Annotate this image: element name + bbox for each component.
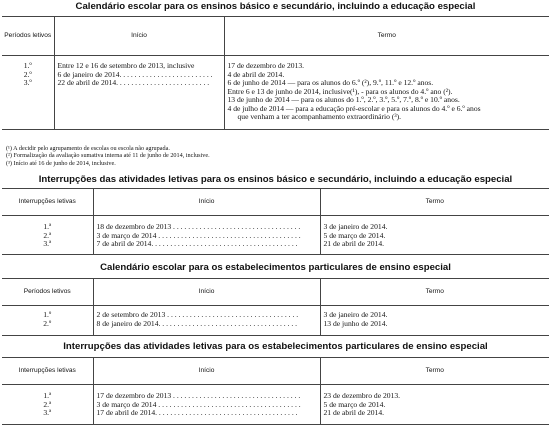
- breaks-table: [2, 188, 549, 255]
- header-breaks: Interrupções letivas: [2, 189, 93, 216]
- private-calendar-table: [2, 278, 549, 336]
- period-cell: 1.º 2.º 3.º: [2, 56, 54, 130]
- footnotes: (¹) A decidir pelo agrupamento de escolas ou escola não agrupada. (²) Formalização da avaliação sumativa interna até 11 de junho de 2014, inclusive. (³) Início até 16 de junho de 2014, inclusive.: [6, 145, 210, 167]
- section1-title: Calendário escolar para os ensinos básico e secundário, incluindo a educação especial: [75, 1, 476, 12]
- period-cell: 1.º 2.º: [2, 306, 93, 336]
- header-breaks: Interrupções letivas: [2, 358, 93, 385]
- end-cell: 3 de janeiro de 2014. 13 de junho de 2014.: [320, 306, 549, 336]
- start-cell: 18 de dezembro de 2013 . . . . . . . . . . . . . . . . . . . . . . . . . . . . . . . . . . 3 de março de 2014 . . . . . . . . . . . . . . . . . . . . . . . . . . . . . . . . . . . . . . 7 de abril de 2014. . . . . . . . . . . . . . . . . . . . . . . . . . . . . . . . . . . . . . .: [93, 216, 320, 255]
- header-end: Termo: [224, 17, 549, 56]
- section2-title: Interrupções das atividades letivas para os ensinos básico e secundário, incluindo a educação especial: [38, 174, 513, 185]
- section3-title: Calendário escolar para os estabelecimentos particulares de ensino especial: [100, 262, 451, 273]
- period-cell: 1.ª 2.ª 3.ª: [2, 216, 93, 255]
- header-end: Termo: [320, 358, 549, 385]
- section4-title: Interrupções das atividades letivas para os estabelecimentos particulares de ensino especial: [63, 341, 488, 352]
- header-start: Início: [54, 17, 224, 56]
- school-calendar-table: [2, 16, 549, 130]
- header-periods: Períodos letivos: [2, 279, 93, 306]
- start-cell: 2 de setembro de 2013 . . . . . . . . . . . . . . . . . . . . . . . . . . . . . . . . . . . 8 de janeiro de 2014. . . . . . . . . . . . . . . . . . . . . . . . . . . . . . . . . . . . .: [93, 306, 320, 336]
- header-start: Início: [93, 189, 320, 216]
- header-end: Termo: [320, 279, 549, 306]
- period-cell: 1.ª 2.ª 3.ª: [2, 385, 93, 425]
- private-breaks-table: [2, 357, 549, 425]
- end-cell: 23 de dezembro de 2013. 5 de março de 2014. 21 de abril de 2014.: [320, 385, 549, 425]
- header-end: Termo: [320, 189, 549, 216]
- header-start: Início: [93, 279, 320, 306]
- header-start: Início: [93, 358, 320, 385]
- end-cell: 17 de dezembro de 2013. 4 de abril de 2014. 6 de junho de 2014 — para os alunos do 6.º (²), 9.º, 11.º e 12.º anos. Entre 6 e 13 de junho de 2014, inclusive(¹), - para os alunos do 4.º ano (²). 13 de junho de 2014 — para os alunos do 1.º, 2.º, 3.º, 5.º, 7.º, 8.º e 10.º anos. 4 de julho de 2014 — para a educação pré-escolar e para os alunos do 4.º e 6.º anos que venham a ter acompanhamento extraordinário (³).: [224, 56, 549, 130]
- start-cell: Entre 12 e 16 de setembro de 2013, inclusive 6 de janeiro de 2014. . . . . . . . . . . . . . . . . . . . . . . . . 22 de abril de 2014. . . . . . . . . . . . . . . . . . . . . . . . .: [54, 56, 224, 130]
- start-cell: 17 de dezembro de 2013 . . . . . . . . . . . . . . . . . . . . . . . . . . . . . . . . . . 3 de março de 2014 . . . . . . . . . . . . . . . . . . . . . . . . . . . . . . . . . . . . . . 17 de abril de 2014. . . . . . . . . . . . . . . . . . . . . . . . . . . . . . . . . . . . . .: [93, 385, 320, 425]
- end-cell: 3 de janeiro de 2014. 5 de março de 2014. 21 de abril de 2014.: [320, 216, 549, 255]
- header-periods: Períodos letivos: [2, 17, 54, 56]
